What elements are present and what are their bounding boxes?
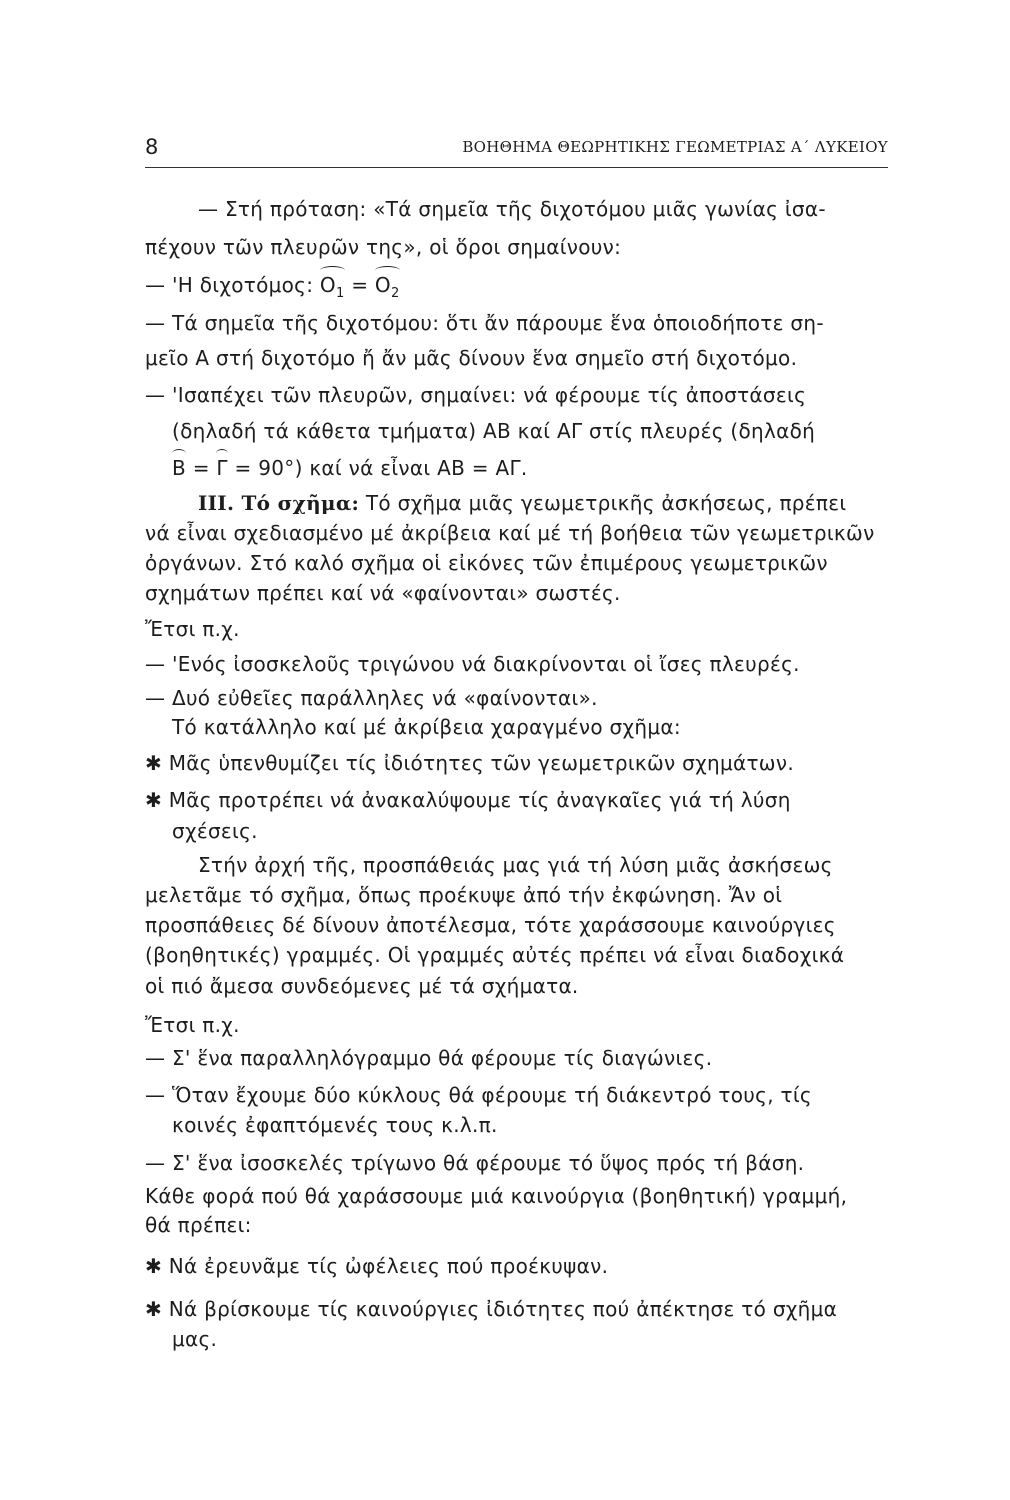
text-fragment: — 'Η διχοτόμος:	[145, 273, 320, 297]
text-line: θά πρέπει:	[145, 1213, 252, 1237]
text-line: — Σ' ἕνα παραλληλόγραμμο θά φέρουμε τίς διαγώνιες.	[145, 1046, 713, 1070]
text-line: Ἔτσι π.χ.	[145, 617, 240, 641]
text-line: σχημάτων πρέπει καί νά «φαίνονται» σωστές.	[145, 581, 621, 605]
bullet-line: ✱ Νά βρίσκουμε τίς καινούργιες ἰδιότητες πού ἀπέκτησε τό σχῆμα	[145, 1297, 838, 1321]
bullet-line: ✱ Μᾶς προτρέπει νά ἀνακαλύψουμε τίς ἀναγκαῖες γιά τή λύση	[145, 788, 791, 812]
text-line: Κάθε φορά πού θά χαράσσουμε μιά καινούργια (βοηθητική) γραμμή,	[145, 1184, 848, 1208]
text-line: — Ὅταν ἔχουμε δύο κύκλους θά φέρουμε τή διάκεντρό τους, τίς	[145, 1083, 812, 1107]
text-line: προσπάθειες δέ δίνουν ἀποτέλεσμα, τότε χαράσσουμε καινούργιες	[145, 913, 836, 937]
text-line: — 'Ενός ἰσοσκελοῦς τριγώνου νά διακρίνονται οἱ ἴσες πλευρές.	[145, 652, 800, 676]
section-heading: III. Τό σχῆμα:	[198, 491, 360, 515]
angle-o2	[375, 272, 400, 307]
text-line: μας.	[172, 1327, 218, 1351]
page-header	[145, 135, 888, 168]
bullet-line: ✱ Νά ἐρευνᾶμε τίς ὠφέλειες πού προέκυψαν.	[145, 1254, 609, 1278]
text-line: — 'Ισαπέχει τῶν πλευρῶν, σημαίνει: νά φέρουμε τίς ἀποστάσεις	[145, 383, 807, 407]
angle-letter: O	[374, 273, 391, 297]
angle-b: B	[172, 456, 187, 480]
text-line: νά εἶναι σχεδιασμένο μέ ἀκρίβεια καί μέ τή βοήθεια τῶν γεωμετρικῶν	[145, 521, 875, 545]
text-line: — Σ' ἕνα ἰσοσκελές τρίγωνο θά φέρουμε τό ὕψος πρός τή βάση.	[145, 1151, 805, 1175]
text-line: πέχουν τῶν πλευρῶν της», οἱ ὅροι σημαίνουν:	[145, 235, 622, 259]
equals-sign: =	[344, 273, 375, 297]
text-fragment: = 90°) καί νά εἶναι ΑΒ = ΑΓ.	[227, 456, 528, 480]
page-number: 8	[145, 135, 159, 159]
angle-g: Γ	[216, 456, 228, 480]
text-fragment: Τό σχῆμα μιᾶς γεωμετρικῆς ἀσκήσεως, πρέπει	[359, 491, 847, 515]
right-angles-line	[172, 455, 528, 481]
text-line: — Στή πρόταση: «Τά σημεῖα τῆς διχοτόμου μιᾶς γωνίας ἰσα-	[198, 197, 826, 221]
bisector-definition-line	[145, 272, 400, 307]
angle-subscript: 2	[390, 286, 400, 301]
section-heading-line	[198, 490, 846, 516]
text-line: οἱ πιό ἄμεσα συνδεόμενες μέ τά σχήματα.	[145, 974, 579, 998]
text-line: κοινές ἐφαπτόμενές τους κ.λ.π.	[172, 1113, 498, 1137]
text-line: — Τά σημεῖα τῆς διχοτόμου: ὅτι ἄν πάρουμε ἕνα ὁποιοδήποτε ση-	[145, 311, 824, 335]
text-line: (βοηθητικές) γραμμές. Οἱ γραμμές αὐτές πρέπει νά εἶναι διαδοχικά	[145, 943, 845, 967]
angle-letter: O	[319, 273, 336, 297]
running-title: ΒΟΗΘΗΜΑ ΘΕΩΡΗΤΙΚΗΣ ΓΕΩΜΕΤΡΙΑΣ Α΄ ΛΥΚΕΙΟΥ	[462, 138, 888, 156]
angle-o1	[320, 272, 345, 307]
text-line: Ἔτσι π.χ.	[145, 1013, 240, 1037]
text-line: σχέσεις.	[172, 819, 258, 843]
text-line: ὀργάνων. Στό καλό σχῆμα οἱ εἰκόνες τῶν ἐπιμέρους γεωμετρικῶν	[145, 551, 828, 575]
text-line: μεῖο Α στή διχοτόμο ἤ ἄν μᾶς δίνουν ἕνα σημεῖο στή διχοτόμο.	[145, 346, 798, 370]
equals-sign: =	[186, 456, 217, 480]
text-line: μελετᾶμε τό σχῆμα, ὅπως προέκυψε ἀπό τήν ἐκφώνηση. Ἄν οἱ	[145, 883, 783, 907]
angle-subscript: 1	[335, 286, 345, 301]
text-line: Στήν ἀρχή τῆς, προσπάθειάς μας γιά τή λύση μιᾶς ἀσκήσεως	[198, 853, 833, 877]
text-line: — Δυό εὐθεῖες παράλληλες νά «φαίνονται».	[145, 686, 598, 710]
text-line: Τό κατάλληλο καί μέ ἀκρίβεια χαραγμένο σχῆμα:	[172, 715, 681, 739]
text-line: (δηλαδή τά κάθετα τμήματα) ΑΒ καί ΑΓ στίς πλευρές (δηλαδή	[172, 419, 816, 443]
bullet-line: ✱ Μᾶς ὑπενθυμίζει τίς ἰδιότητες τῶν γεωμετρικῶν σχημάτων.	[145, 751, 794, 775]
